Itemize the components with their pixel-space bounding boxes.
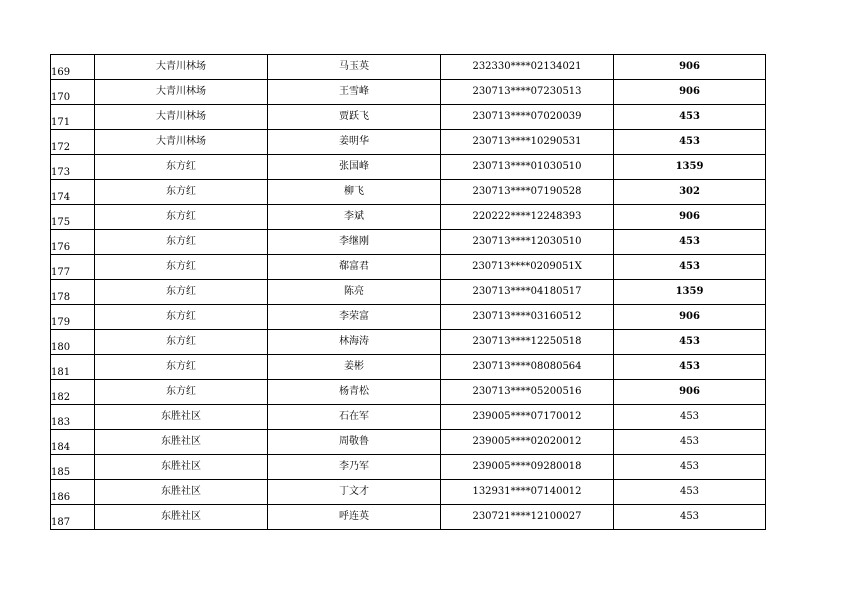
table-row xyxy=(51,430,766,455)
amount-cell: 453 xyxy=(614,130,766,155)
row-number-cell: 184 xyxy=(51,430,95,455)
unit-cell: 大青川林场 xyxy=(95,105,268,130)
unit-cell: 东胜社区 xyxy=(95,505,268,530)
amount-cell: 906 xyxy=(614,380,766,405)
unit-cell: 东胜社区 xyxy=(95,480,268,505)
name-cell: 郗富君 xyxy=(268,255,441,280)
table-row xyxy=(51,130,766,155)
name-cell: 马玉英 xyxy=(268,55,441,80)
unit-cell: 东方红 xyxy=(95,330,268,355)
name-cell: 李乃军 xyxy=(268,455,441,480)
row-number-cell: 173 xyxy=(51,155,95,180)
amount-cell: 453 xyxy=(614,355,766,380)
id-number-cell: 230713****04180517 xyxy=(441,280,614,305)
amount-cell: 906 xyxy=(614,305,766,330)
table-row xyxy=(51,255,766,280)
amount-cell: 453 xyxy=(614,480,766,505)
name-cell: 李荣富 xyxy=(268,305,441,330)
id-number-cell: 239005****07170012 xyxy=(441,405,614,430)
amount-cell: 453 xyxy=(614,505,766,530)
id-number-cell: 220222****12248393 xyxy=(441,205,614,230)
row-number-cell: 182 xyxy=(51,380,95,405)
table-row xyxy=(51,230,766,255)
table-row xyxy=(51,480,766,505)
name-cell: 贾跃飞 xyxy=(268,105,441,130)
table-row xyxy=(51,55,766,80)
row-number-cell: 177 xyxy=(51,255,95,280)
name-cell: 杨青松 xyxy=(268,380,441,405)
table-row xyxy=(51,305,766,330)
amount-cell: 453 xyxy=(614,405,766,430)
table-row xyxy=(51,380,766,405)
name-cell: 柳飞 xyxy=(268,180,441,205)
row-number-cell: 169 xyxy=(51,55,95,80)
unit-cell: 东方红 xyxy=(95,305,268,330)
unit-cell: 东胜社区 xyxy=(95,455,268,480)
row-number-cell: 170 xyxy=(51,80,95,105)
id-number-cell: 230713****10290531 xyxy=(441,130,614,155)
id-number-cell: 132931****07140012 xyxy=(441,480,614,505)
data-table xyxy=(50,54,766,530)
table-row xyxy=(51,455,766,480)
name-cell: 张国峰 xyxy=(268,155,441,180)
amount-cell: 1359 xyxy=(614,155,766,180)
row-number-cell: 180 xyxy=(51,330,95,355)
id-number-cell: 230721****12100027 xyxy=(441,505,614,530)
name-cell: 林海涛 xyxy=(268,330,441,355)
row-number-cell: 176 xyxy=(51,230,95,255)
row-number-cell: 186 xyxy=(51,480,95,505)
amount-cell: 1359 xyxy=(614,280,766,305)
row-number-cell: 174 xyxy=(51,180,95,205)
id-number-cell: 230713****0209051X xyxy=(441,255,614,280)
amount-cell: 906 xyxy=(614,80,766,105)
table-row xyxy=(51,505,766,530)
unit-cell: 东方红 xyxy=(95,205,268,230)
table-row xyxy=(51,155,766,180)
amount-cell: 906 xyxy=(614,205,766,230)
amount-cell: 453 xyxy=(614,230,766,255)
id-number-cell: 230713****07020039 xyxy=(441,105,614,130)
table-row xyxy=(51,280,766,305)
unit-cell: 大青川林场 xyxy=(95,80,268,105)
name-cell: 周敬鲁 xyxy=(268,430,441,455)
row-number-cell: 187 xyxy=(51,505,95,530)
table-row xyxy=(51,355,766,380)
row-number-cell: 172 xyxy=(51,130,95,155)
unit-cell: 东方红 xyxy=(95,380,268,405)
unit-cell: 大青川林场 xyxy=(95,55,268,80)
table-body xyxy=(51,55,766,530)
amount-cell: 906 xyxy=(614,55,766,80)
id-number-cell: 230713****05200516 xyxy=(441,380,614,405)
unit-cell: 大青川林场 xyxy=(95,130,268,155)
row-number-cell: 175 xyxy=(51,205,95,230)
id-number-cell: 230713****07230513 xyxy=(441,80,614,105)
unit-cell: 东胜社区 xyxy=(95,430,268,455)
amount-cell: 453 xyxy=(614,430,766,455)
id-number-cell: 239005****02020012 xyxy=(441,430,614,455)
name-cell: 李继刚 xyxy=(268,230,441,255)
name-cell: 李斌 xyxy=(268,205,441,230)
unit-cell: 东胜社区 xyxy=(95,405,268,430)
amount-cell: 453 xyxy=(614,105,766,130)
name-cell: 陈亮 xyxy=(268,280,441,305)
id-number-cell: 239005****09280018 xyxy=(441,455,614,480)
row-number-cell: 179 xyxy=(51,305,95,330)
unit-cell: 东方红 xyxy=(95,355,268,380)
unit-cell: 东方红 xyxy=(95,255,268,280)
amount-cell: 302 xyxy=(614,180,766,205)
id-number-cell: 230713****03160512 xyxy=(441,305,614,330)
name-cell: 丁文才 xyxy=(268,480,441,505)
amount-cell: 453 xyxy=(614,255,766,280)
row-number-cell: 181 xyxy=(51,355,95,380)
row-number-cell: 178 xyxy=(51,280,95,305)
name-cell: 呼连英 xyxy=(268,505,441,530)
id-number-cell: 230713****12250518 xyxy=(441,330,614,355)
unit-cell: 东方红 xyxy=(95,280,268,305)
name-cell: 石在军 xyxy=(268,405,441,430)
name-cell: 姜彬 xyxy=(268,355,441,380)
amount-cell: 453 xyxy=(614,330,766,355)
id-number-cell: 230713****07190528 xyxy=(441,180,614,205)
table-row xyxy=(51,180,766,205)
row-number-cell: 183 xyxy=(51,405,95,430)
unit-cell: 东方红 xyxy=(95,180,268,205)
amount-cell: 453 xyxy=(614,455,766,480)
table-row xyxy=(51,105,766,130)
table-row xyxy=(51,330,766,355)
name-cell: 姜明华 xyxy=(268,130,441,155)
id-number-cell: 230713****12030510 xyxy=(441,230,614,255)
unit-cell: 东方红 xyxy=(95,230,268,255)
table-row xyxy=(51,205,766,230)
id-number-cell: 232330****02134021 xyxy=(441,55,614,80)
table-row xyxy=(51,80,766,105)
row-number-cell: 171 xyxy=(51,105,95,130)
table-row xyxy=(51,405,766,430)
name-cell: 王雪峰 xyxy=(268,80,441,105)
id-number-cell: 230713****01030510 xyxy=(441,155,614,180)
unit-cell: 东方红 xyxy=(95,155,268,180)
id-number-cell: 230713****08080564 xyxy=(441,355,614,380)
row-number-cell: 185 xyxy=(51,455,95,480)
